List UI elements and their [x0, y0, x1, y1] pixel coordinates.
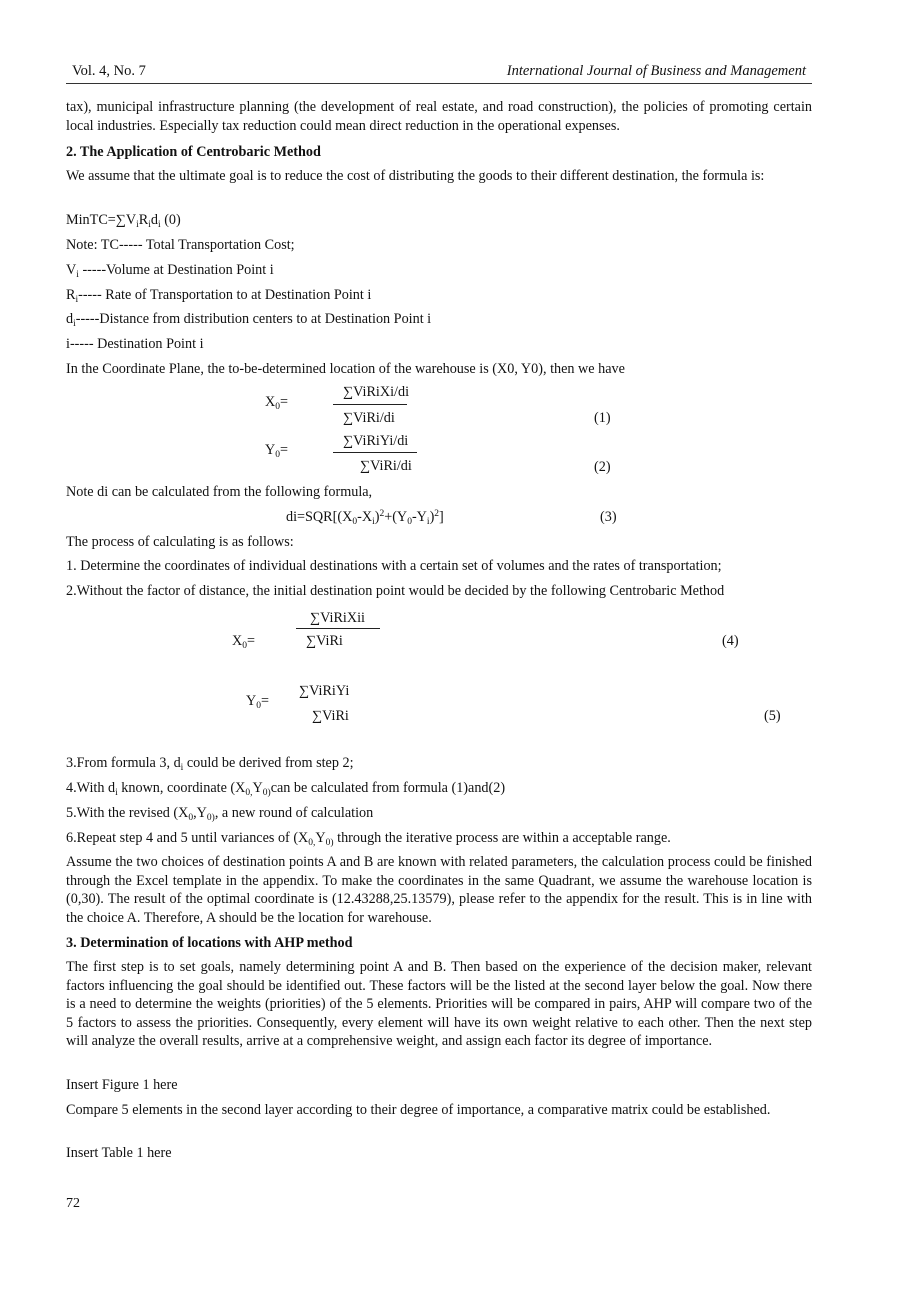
- note-di: Note di can be calculated from the following formula,: [66, 484, 373, 500]
- note-tc: Note: TC----- Total Transportation Cost;: [66, 237, 295, 253]
- step-2: 2.Without the factor of distance, the initial destination point would be decided by the following Centrobaric Method: [66, 583, 725, 599]
- definition-v: $V_i$ -----Volume at Destination Point i: [66, 262, 274, 280]
- insert-figure-1: Insert Figure 1 here: [66, 1077, 178, 1093]
- coordinate-paragraph: In the Coordinate Plane, the to-be-determined location of the warehouse is (X0, Y0), then we have: [66, 361, 625, 377]
- step-1: 1. Determine the coordinates of individual destinations with a certain set of volumes and the rates of transportation;: [66, 558, 722, 574]
- formula-0: $MinTC=\sum V_iR_id_i$ (0): [66, 212, 181, 230]
- volume-label: Vol. 4, No. 7: [72, 63, 146, 79]
- step-3: 3.From formula 3, $d_i$ could be derived from step 2;: [66, 755, 354, 773]
- process-intro: The process of calculating is as follows:: [66, 534, 294, 550]
- definition-i: i----- Destination Point i: [66, 336, 204, 352]
- section-3-para-2: Compare 5 elements in the second layer according to their degree of importance, a comparative matrix could be established.: [66, 1102, 771, 1118]
- page-number: 72: [66, 1196, 80, 1211]
- section-2-heading: 2. The Application of Centrobaric Method: [66, 144, 321, 160]
- definition-d: $d_i----$-Distance from distribution centers to at Destination Point i: [66, 311, 432, 329]
- step-6: 6.Repeat step 4 and 5 until variances of ($X_{0,}Y_{0)}$ through the iterative process are within a acceptable range.: [66, 830, 671, 848]
- intro-paragraph: tax), municipal infrastructure planning (the development of real estate, and road construction), the policies of promoting certain local industries. Especially tax reduction could mean direct reduction in the operational expenses.: [66, 99, 812, 134]
- section-3-para-1: The first step is to set goals, namely determining point A and B. Then based on the experience of the decision maker, relevant factors influencing the goal should be identified out. These factors will be the listed at the second layer below the goal. Now there is a need to determine the weights (priorities) of the 5 elements. Priorities will be compared in pairs, AHP will compare two of the 5 factors to assess the priorities. Consequently, every element will have its own weight relative to each other. Then the next step will analyze the overall results, arrive at a comprehensive weight, and assign each factor its degree of importance.: [66, 959, 812, 1049]
- step-4: 4.With $d_i$ known, coordinate ($X_{0,}Y_{0)}can$ be calculated from formula (1)and(2): [66, 780, 506, 798]
- journal-title: International Journal of Business and Management: [506, 63, 806, 79]
- assume-paragraph: Assume the two choices of destination points A and B are known with related parameters, the calculation process could be finished through the Excel template in the appendix. To make the coordinates in the same Quadrant, we assume the warehouse location is (0,30). The result of the optimal coordinate is (12.43288,25.13579), please refer to the appendix for the result. This is in line with the choice A. Therefore, A should be the location for warehouse.: [66, 854, 812, 926]
- section-2-para-1: We assume that the ultimate goal is to reduce the cost of distributing the goods to their different destination, the formula is:: [66, 168, 765, 184]
- insert-table-1: Insert Table 1 here: [66, 1145, 172, 1161]
- definition-r: $R_i-----$ Rate of Transportation to at Destination Point i: [66, 287, 372, 305]
- section-3-heading: 3. Determination of locations with AHP method: [66, 935, 353, 951]
- step-5: 5.With the revised ($X_0,Y_{0)}$, a new round of calculation: [66, 805, 374, 823]
- running-header: [66, 63, 812, 84]
